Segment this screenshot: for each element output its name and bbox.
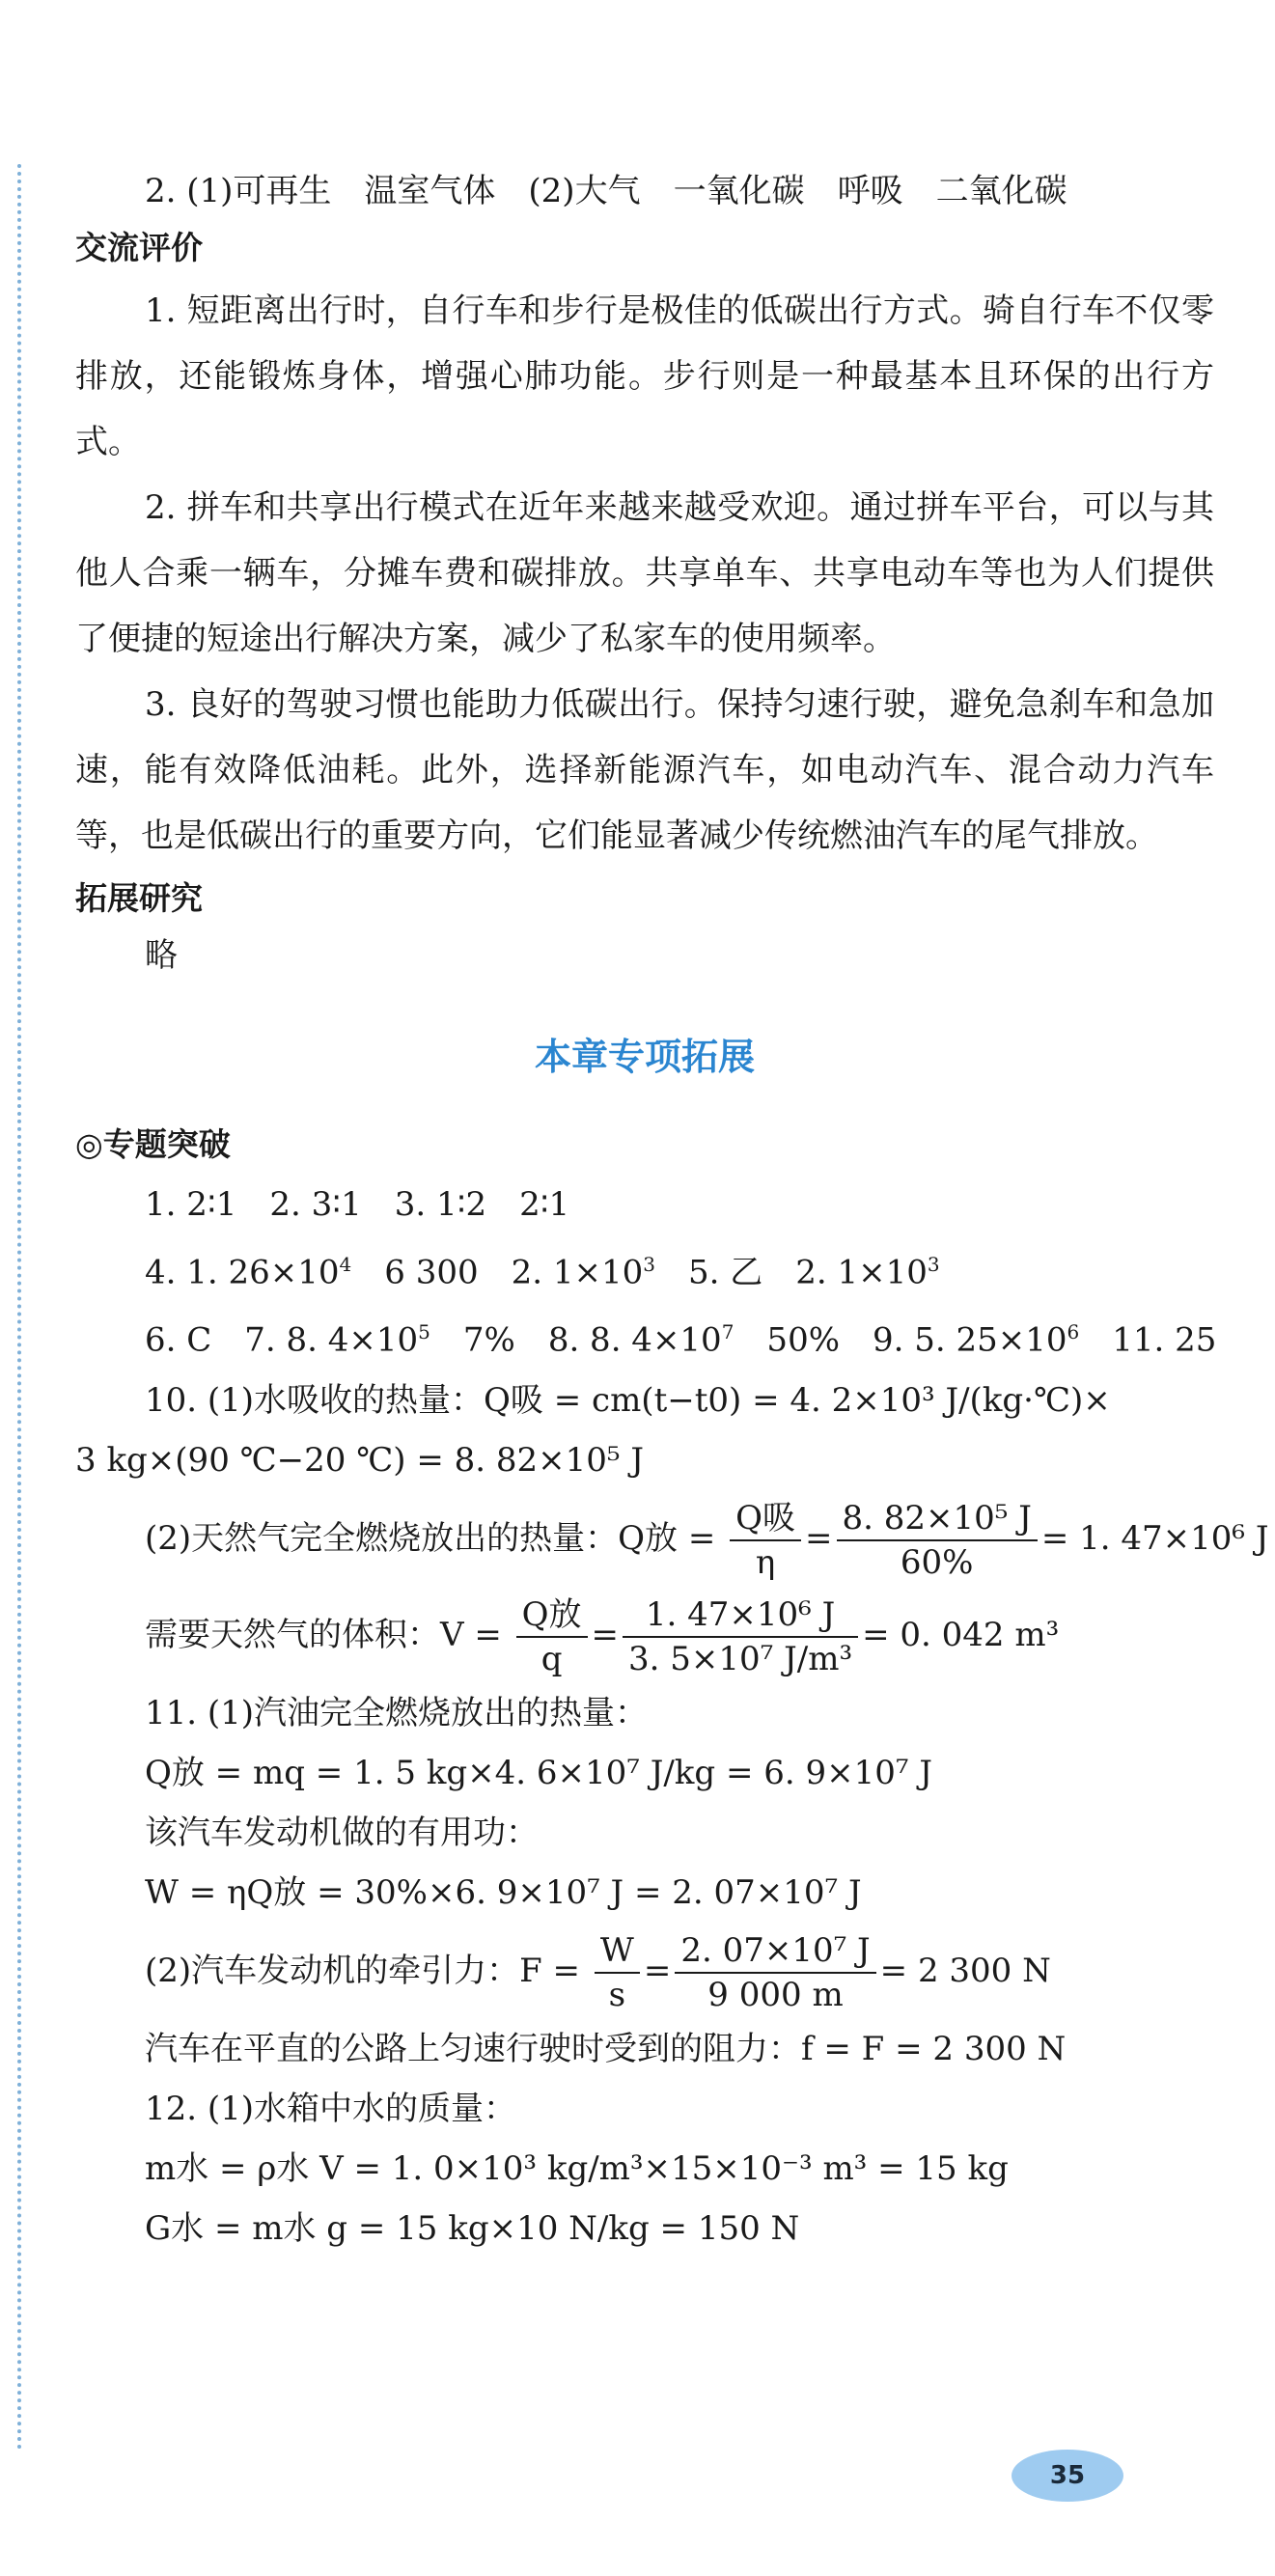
answers-line-6: 6. C 7. 8. $4\times 10^5$ 7% 8. 8. $4\times 10^7$ 50% 9. 5. $25\times 10^6$ 11. 25 [145,1320,1217,1360]
q11-line-4: W = ηQ放 = 30%×6. 9×10⁷ J = 2. 07×10⁷ J [145,1872,862,1912]
q10-line-4: 需要天然气的体积：V = $\frac{\text{Q放}}{q}$ = $\frac{\text{1. 47×10⁶ J}}{\text{3. 5×10⁷ J/m³}}$ = 0. 042 m³ [145,1594,1060,1678]
chapter-title: 本章专项拓展 [534,1036,755,1078]
extend-text: 略 [145,936,178,975]
section-heading-topic: ◎专题突破 [75,1125,231,1163]
q10-fraction-3: $\frac{\text{Q放}}{q}$ [516,1593,588,1680]
q10-line-3: (2)天然气完全燃烧放出的热量：Q放 = $\frac{\text{Q吸}}{\eta}$ = $\frac{\text{8. 82×10⁵ J}}{60\%}$ = 1. 47×10⁶ J [145,1498,1269,1582]
q11-line-6: 汽车在平直的公路上匀速行驶时受到的阻力：f = F = 2 300 N [145,2029,1067,2068]
q10-line-1: 10. (1)水吸收的热量：Q吸 = cm(t−t0) = 4. 2×10³ J/(kg·℃)× [145,1380,1111,1420]
page-content [75,164,1269,2258]
left-edge-dotted-rule [17,164,21,2451]
answers-line-4: 4. 1. $26\times 10^4$ 6 300 2. $1\times 10^3$ 5. 乙 2. $1\times 10^3$ [145,1253,940,1292]
exchange-paragraph-3: 3. 良好的驾驶习惯也能助力低碳出行。保持匀速行驶，避免急刹车和急加速，能有效降低油耗。此外，选择新能源汽车，如电动汽车、混合动力汽车等，也是低碳出行的重要方向，它们能显著减少传统燃油汽车的尾气排放。 [75,685,1214,855]
q10-fraction-4: $\frac{\text{1. 47×10⁶ J}}{\text{3. 5×10⁷ J/m³}}$ [623,1593,858,1680]
q10-fraction-2: $\frac{\text{8. 82×10⁵ J}}{60\%}$ [837,1497,1038,1584]
q10-line-2: 3 kg×(90 ℃−20 ℃) = 8. 82×10⁵ J [75,1440,644,1480]
q10-fraction-1: $\frac{\text{Q吸}}{\eta}$ [730,1497,801,1584]
answer-2-line: 2. (1)可再生 温室气体 (2)大气 一氧化碳 呼吸 二氧化碳 [145,172,1067,210]
q12-line-3: G水 = m水 g = 15 kg×10 N/kg = 150 N [145,2208,800,2248]
q11-line-5: (2)汽车发动机的牵引力：F = $\frac{W}{s}$ = $\frac{\text{2. 07×10⁷ J}}{9 000 m}$ = 2 300 N [145,1930,1051,2014]
q11-fraction-2: $\frac{\text{2. 07×10⁷ J}}{9 000 m}$ [675,1929,875,2016]
q11-line-1: 11. (1)汽油完全燃烧放出的热量： [145,1693,649,1732]
exchange-paragraph-2: 2. 拼车和共享出行模式在近年来越来越受欢迎。通过拼车平台，可以与其他人合乘一辆车，分摊车费和碳排放。共享单车、共享电动车等也为人们提供了便捷的短途出行解决方案，减少了私家车的使用频率。 [75,488,1214,658]
answers-line-1: 1. 2∶1 2. 3∶1 3. 1∶2 2∶1 [145,1185,570,1224]
q12-line-1: 12. (1)水箱中水的质量： [145,2089,517,2128]
section-heading-extend: 拓展研究 [75,879,203,917]
exchange-paragraph-1: 1. 短距离出行时，自行车和步行是极佳的低碳出行方式。骑自行车不仅零排放，还能锻炼身体，增强心肺功能。步行则是一种最基本且环保的出行方式。 [75,291,1214,461]
section-heading-exchange: 交流评价 [75,229,203,266]
page-number-badge: 35 [1012,2450,1123,2502]
q11-fraction-1: $\frac{W}{s}$ [595,1929,640,2016]
q11-line-2: Q放 = mq = 1. 5 kg×4. 6×10⁷ J/kg = 6. 9×10⁷ J [145,1753,932,1792]
q12-line-2: m水 = ρ水 V = 1. 0×10³ kg/m³×15×10⁻³ m³ = 15 kg [145,2148,1009,2188]
q11-line-3: 该汽车发动机做的有用功： [145,1813,539,1852]
